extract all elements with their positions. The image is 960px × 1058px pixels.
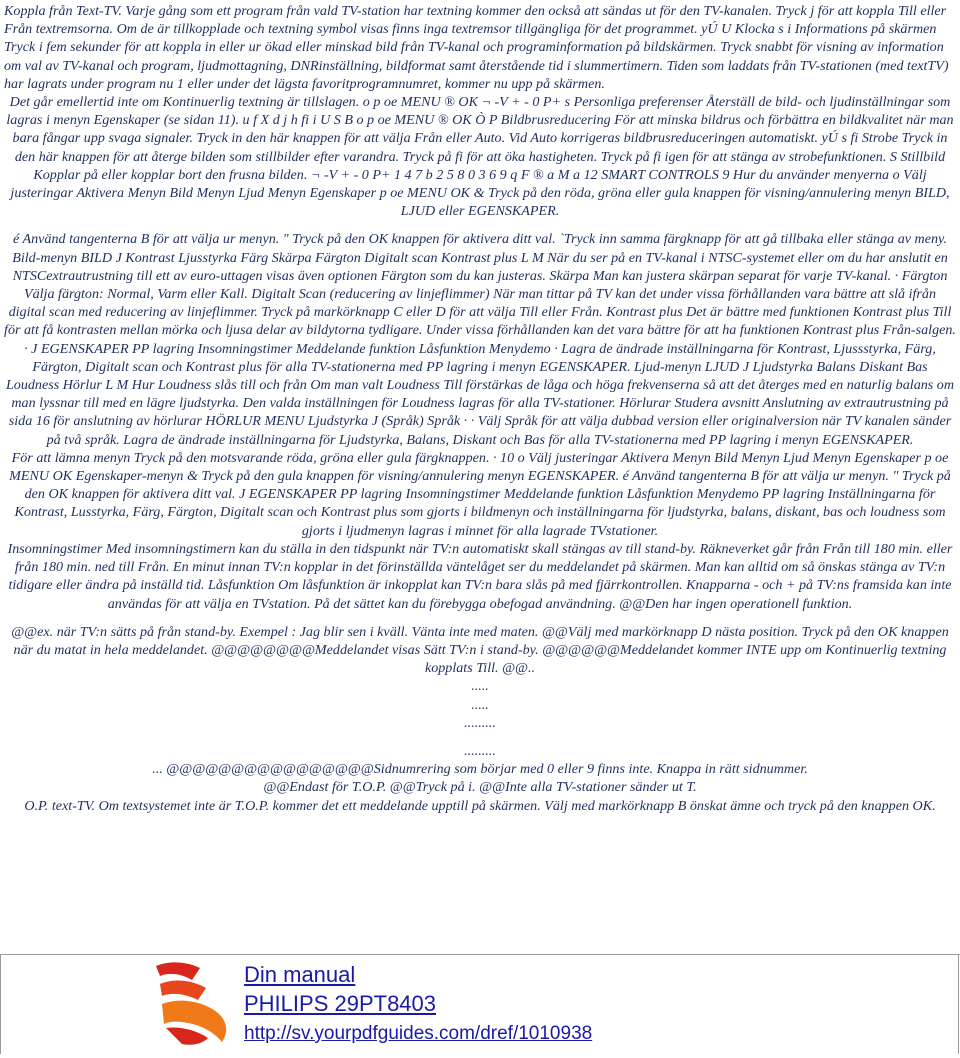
paragraph-gap <box>4 220 956 230</box>
document-body <box>4 2 956 815</box>
footer-divider <box>0 954 960 955</box>
footer-border-left <box>0 954 1 1054</box>
paragraph-gap <box>4 732 956 742</box>
paragraph-7: @@ex. när TV:n sätts på från stand-by. Exempel : Jag blir sen i kväll. Vänta inte med maten. @@Välj med markörknapp D nästa position. Tryck på den OK knappen när du matat in hela meddelandet. @@@@@@@@Meddelandet visas Sätt TV:n i stand-by. @@@@@@Meddelandet kommer INTE upp om Kontinuerlig textning kopplats Till. @@.. <box>11 623 949 677</box>
paragraph-6: Insomningstimer Med insomningstimern kan du ställa in den tidspunkt när TV:n automatiskt skall stängas av till stand-by. Räkneverket går från Från till 180 min. eller från 180 min. ned till Från. En minut innan TV:n kopplar in det förinställda väntelåget ser du meddelandet på skärmen. Man kan alltid om så önskas stänga av TV:n tidigare eller ändra på inställd tid. Låsfunktion Om låsfunktion är inkopplat kan TV:n bara slås på med fjärrkontrollen. Knapparna - och + på TV:ns framsida kan inte användas för att välja en TVstation. På det sättet kan du förebygga obefogad användning. @@Den har ingen operationell funktion. <box>7 540 953 612</box>
product-link[interactable]: PHILIPS 29PT8403 <box>244 991 437 1016</box>
ellipsis-line: ......... <box>464 742 496 759</box>
paragraph-9: @@Endast för T.O.P. @@Tryck på i. @@Inte alla TV-stationer sänder ut T. <box>263 779 697 796</box>
paragraph-10: O.P. text-TV. Om textsystemet inte är T.O.P. kommer det ett meddelande upptill på skärmen. Välj med markörknapp B önskat ämne och tryck på den knappen OK. <box>24 797 936 814</box>
paragraph-4: · J EGENSKAPER PP lagring Insomningstimer Meddelande funktion Låsfunktion Menydemo · Lagra de ändrade inställningarna för Kontrast, Ljussstyrka, Färg, Färgton, Digitalt scan och Kontrast plus för alla TV-stationerna med PP lagring i menyn EGENSKAPER. Ljud-menyn LJUD J Ljudstyrka Balans Diskant Bas Loudness Hörlur L M Hur Loudness slås till och från Om man valt Loudness Till förstärkas de låga och höga frekvenserna så att det återges med en naturlig balans om man lyssnar till med en lägre ljudstyrka. Den valda inställningen för Loudness lagras för alla TV-stationer. Hörlurar Studera avsnitt Anslutning av extrautrustning på sida 16 för anslutning av hörlurar HÖRLUR MENU Ljudstyrka J (Språk) Språk · · Välj Språk för att välja dubbad version eller originalversion när TV kanalen sänder på två språk. Lagra de ändrade inställningarna för Ljudstyrka, Balans, Diskant och Bas för alla TV-stationerna med PP lagring i menyn EGENSKAPER. <box>5 340 955 448</box>
paragraph-5: För att lämna menyn Tryck på den motsvarande röda, gröna eller gula färgknappen. · 10 o Välj justeringar Aktivera Menyn Bild Menyn Ljud Menyn Egenskaper p oe MENU OK Egenskaper-menyn & Tryck på den gula knappen för visning/annulering menyn EGENSKAPER. é Använd tangenterna B för att välja ur menyn. " Tryck på den OK knappen för aktivera ditt val. J EGENSKAPER PP lagring Insomningstimer Meddelande funktion Låsfunktion Menydemo PP lagring Inställningarna för Kontrast, Lusstyrka, Färg, Färgton, Digitalt scan och Kontrast plus som gjorts i bildmenyn och inställningarna för ljudstyrka, balans, diskant, bas och loudness som gjorts i ljudmenyn lagras i minnet för alla lagrade TVstationer. <box>9 449 951 539</box>
paragraph-gap <box>4 613 956 623</box>
footer-border-right <box>958 954 959 1054</box>
paragraph-2: Det går emellertid inte om Kontinuerlig textning är tillslagen. o p oe MENU ® OK ¬ -V + - 0 P+ s Personliga preferenser Återställ de bild- och ljudinställningar som lagras i menyn Egenskaper (se sidan 11). u f X d j h fi i U S B o p oe MENU ® OK Ò P Bildbrusreducering För att minska bildrus och förbättra en bildkvalitet när man bara fångar upp svaga signaler. Tryck in den här knappen för att välja Från eller Auto. Vid Auto korrigeras bildbrusreduceringen automatiskt. yÚ s fi Strobe Tryck in den här knappen för att återge bilden som stillbilder efter varandra. Tryck på fi för att öka hastigheten. Tryck på fi igen för att stänga av strobefunktionen. S Stillbild Kopplar på eller kopplar bort den frusna bilden. ¬ -V + - 0 P+ 1 4 7 b 2 5 8 0 3 6 9 q F ® a M a 12 SMART CONTROLS 9 Hur du använder menyerna o Välj justeringar Aktivera Menyn Bild Menyn Ljud Menyn Egenskaper p oe MENU OK & Tryck på den röda, gröna eller gula knappen för visning/annulering menyn BILD, LJUD eller EGENSKAPER. <box>6 94 954 220</box>
ellipsis-line: ..... <box>471 678 489 695</box>
footer-links <box>244 960 592 1047</box>
pdf-guides-logo-icon <box>152 958 236 1050</box>
ellipsis-line: ......... <box>464 714 496 731</box>
guide-url-link[interactable]: http://sv.yourpdfguides.com/dref/1010938 <box>244 1023 593 1044</box>
paragraph-8: ... @@@@@@@@@@@@@@@@Sidnumrering som börjar med 0 eller 9 finns inte. Knappa in rätt sidnummer. <box>152 761 808 778</box>
paragraph-1: Koppla från Text-TV. Varje gång som ett program från vald TV-station har textning kommer den också att sändas ut för den TV-kanalen. Tryck j för att koppla Till eller Från textremsorna. Om de är tillkopplade och textning symbol visas finns inga textremsor tillgängliga för det programmet. yÚ U Klocka s i Informations på skärmen Tryck i fem sekunder för att koppla in eller ur ökad eller minskad bild från TV-kanal och programinformation på bildskärmen. Tryck snabbt för visning av information om val av TV-kanal och program, ljudmottagning, DNRinställning, bildformat samt återstående tid i slummertimern. Tiden som laddats från TV-stationen (med textTV) har lagrats under program nu 1 eller under det lägsta favoritprogramnumret, kommer nu upp på skärmen. <box>4 3 949 92</box>
manual-link[interactable]: Din manual <box>244 962 356 987</box>
ellipsis-line: ..... <box>471 696 489 713</box>
footer-banner <box>0 954 960 1058</box>
paragraph-3: é Använd tangenterna B för att välja ur menyn. " Tryck på den OK knappen för aktivera ditt val. `Tryck inn samma färgknapp för att gå tillbaka eller stänga av meny. Bild-menyn BILD J Kontrast Ljusstyrka Färg Skärpa Färgton Digitalt scan Kontrast plus L M När du ser på en TV-kanal i NTSC-systemet eller om du har anslutit en NTSCextrautrustning till ett av euro-uttagen visas även optionen Färgton som du kan justeras. Skärpa Man kan justera skärpan separat för varje TV-kanal. · Färgton Välja färgton: Normal, Varm eller Kall. Digitalt Scan (reducering av linjeflimmer) När man tittar på TV kan det under vissa förhållanden vara bättre att slå ifrån digital scan med reducering av linjeflimmer. Tryck på markörknapp C eller D för att välja Till eller Från. Kontrast plus Det är bättre med funktionen Kontrast plus Till för att få kontrasten mellan mörka och ljusa delar av bildytorna tydligare. Under vissa förhållanden kan det vara bättre för att ha funktionen Kontrast plus Från-salgen. <box>4 231 956 339</box>
